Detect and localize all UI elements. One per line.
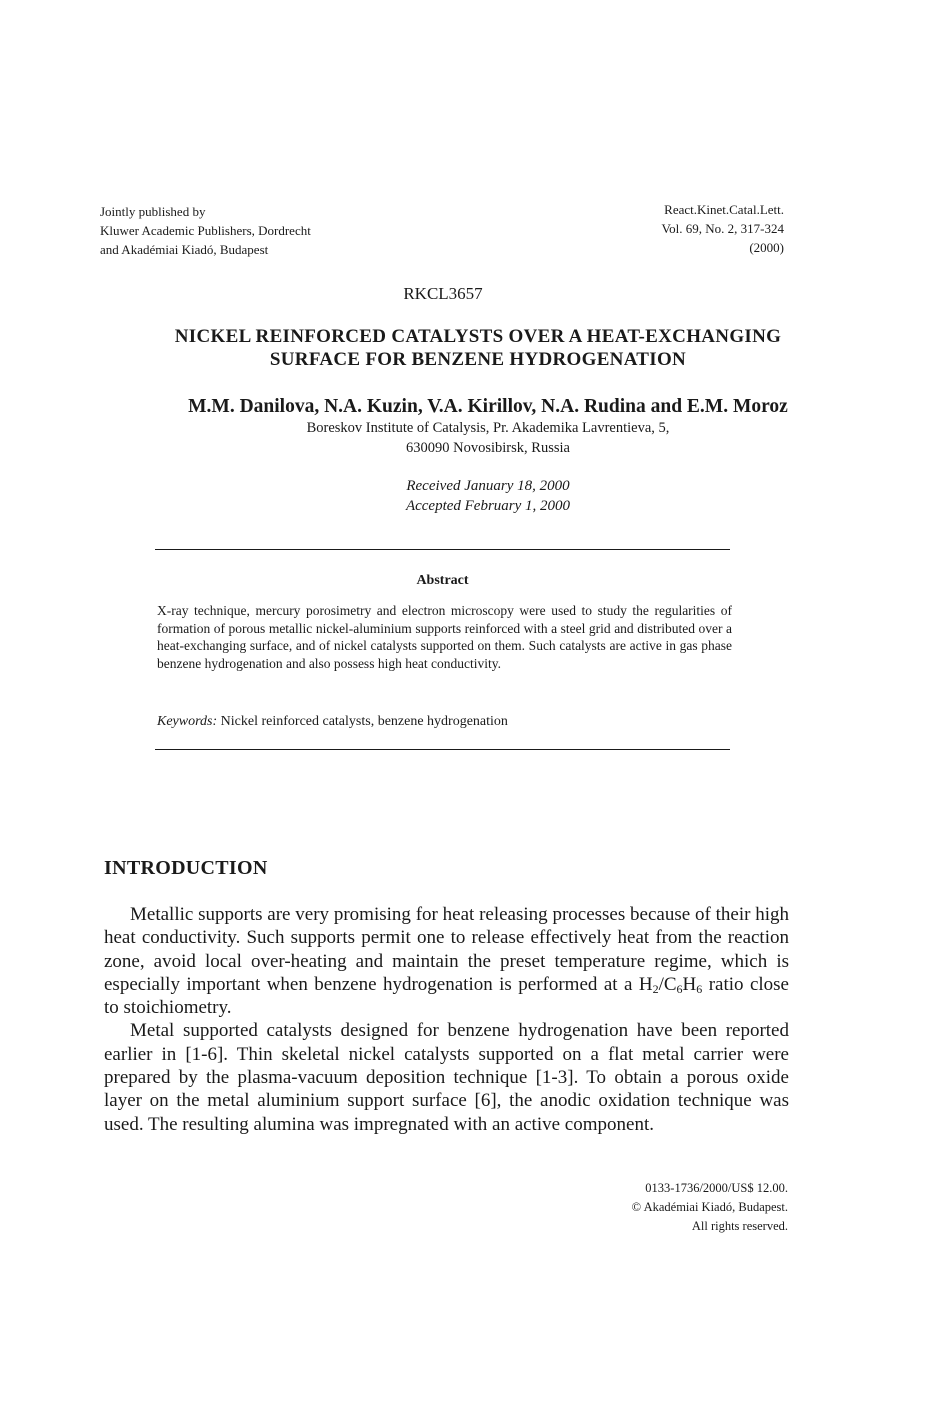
journal-ref-line: React.Kinet.Catal.Lett. (664, 202, 784, 217)
text-run: H (682, 973, 697, 995)
section-heading-introduction: INTRODUCTION (104, 857, 268, 879)
introduction-body (104, 903, 789, 1136)
title-line: NICKEL REINFORCED CATALYSTS OVER A HEAT-EXCHANGING (174, 326, 782, 347)
authors: M.M. Danilova, N.A. Kuzin, V.A. Kirillov, N.A. Rudina and E.M. Moroz (188, 396, 788, 417)
journal-reference (661, 200, 784, 257)
dates (100, 476, 876, 516)
abstract-heading: Abstract (416, 573, 469, 588)
journal-ref-line: (2000) (749, 240, 784, 255)
footer-line: 0133-1736/2000/US$ 12.00. (645, 1181, 788, 1195)
text-run: /C (658, 973, 677, 995)
keywords (157, 714, 508, 730)
affiliation-line: 630090 Novosibirsk, Russia (406, 440, 570, 456)
abstract-bottom-rule (155, 749, 730, 750)
text-run: Metallic supports are very promising for heat releasing processes because of their high heat conductivity. Such supports permit one to release effectively heat from the reaction zone, avoid local over-heating and maintain the preset temperature regime, which is especially important when benzene hydrogenation is performed at a H (104, 904, 789, 995)
footer-line: All rights reserved. (691, 1219, 788, 1233)
affiliation-line: Boreskov Institute of Catalysis, Pr. Akademika Lavrentieva, 5, (306, 420, 670, 436)
title-line: SURFACE FOR BENZENE HYDROGENATION (269, 349, 687, 370)
article-code: RKCL3657 (403, 284, 483, 303)
abstract-text: X-ray technique, mercury porosimetry and electron microscopy were used to study the regularities of formation of porous metallic nickel-aluminium supports reinforced with a steel grid and distributed over a heat-exchanging surface, and of nickel catalysts supported on them. Such catalysts are active in gas phase benzene hydrogenation and also possess high heat conductivity. (157, 603, 732, 671)
publisher-line: and Akadémiai Kiadó, Budapest (100, 242, 269, 257)
publisher-info (100, 202, 311, 259)
journal-ref-line: Vol. 69, No. 2, 317-324 (661, 221, 784, 236)
subscript: 6 (676, 981, 683, 996)
accepted-date: Accepted February 1, 2000 (405, 498, 571, 514)
paragraph (104, 903, 789, 1019)
affiliation (100, 418, 876, 458)
text-run: ratio close to stoichiometry. (104, 973, 789, 1019)
abstract-top-rule (155, 549, 730, 550)
paper-title (90, 325, 866, 371)
publisher-line: Jointly published by (100, 204, 206, 219)
footer-line: © Akadémiai Kiadó, Budapest. (631, 1200, 788, 1214)
keywords-label: Keywords: (157, 714, 218, 729)
subscript: 6 (696, 981, 703, 996)
publisher-line: Kluwer Academic Publishers, Dordrecht (100, 223, 311, 238)
keywords-text: Nickel reinforced catalysts, benzene hydrogenation (217, 714, 508, 729)
copyright-footer (632, 1179, 788, 1236)
paragraph: Metal supported catalysts designed for benzene hydrogenation have been reported earlier in [1-6]. Thin skeletal nickel catalysts supported on a flat metal carrier were prepared by the plasma-vacuum deposition technique [1-3]. To obtain a porous oxide layer on the metal aluminium support surface [6], the anodic oxidation technique was used. The resulting alumina was impregnated with an active component. (104, 1020, 789, 1135)
subscript: 2 (652, 981, 659, 996)
received-date: Received January 18, 2000 (406, 478, 570, 494)
